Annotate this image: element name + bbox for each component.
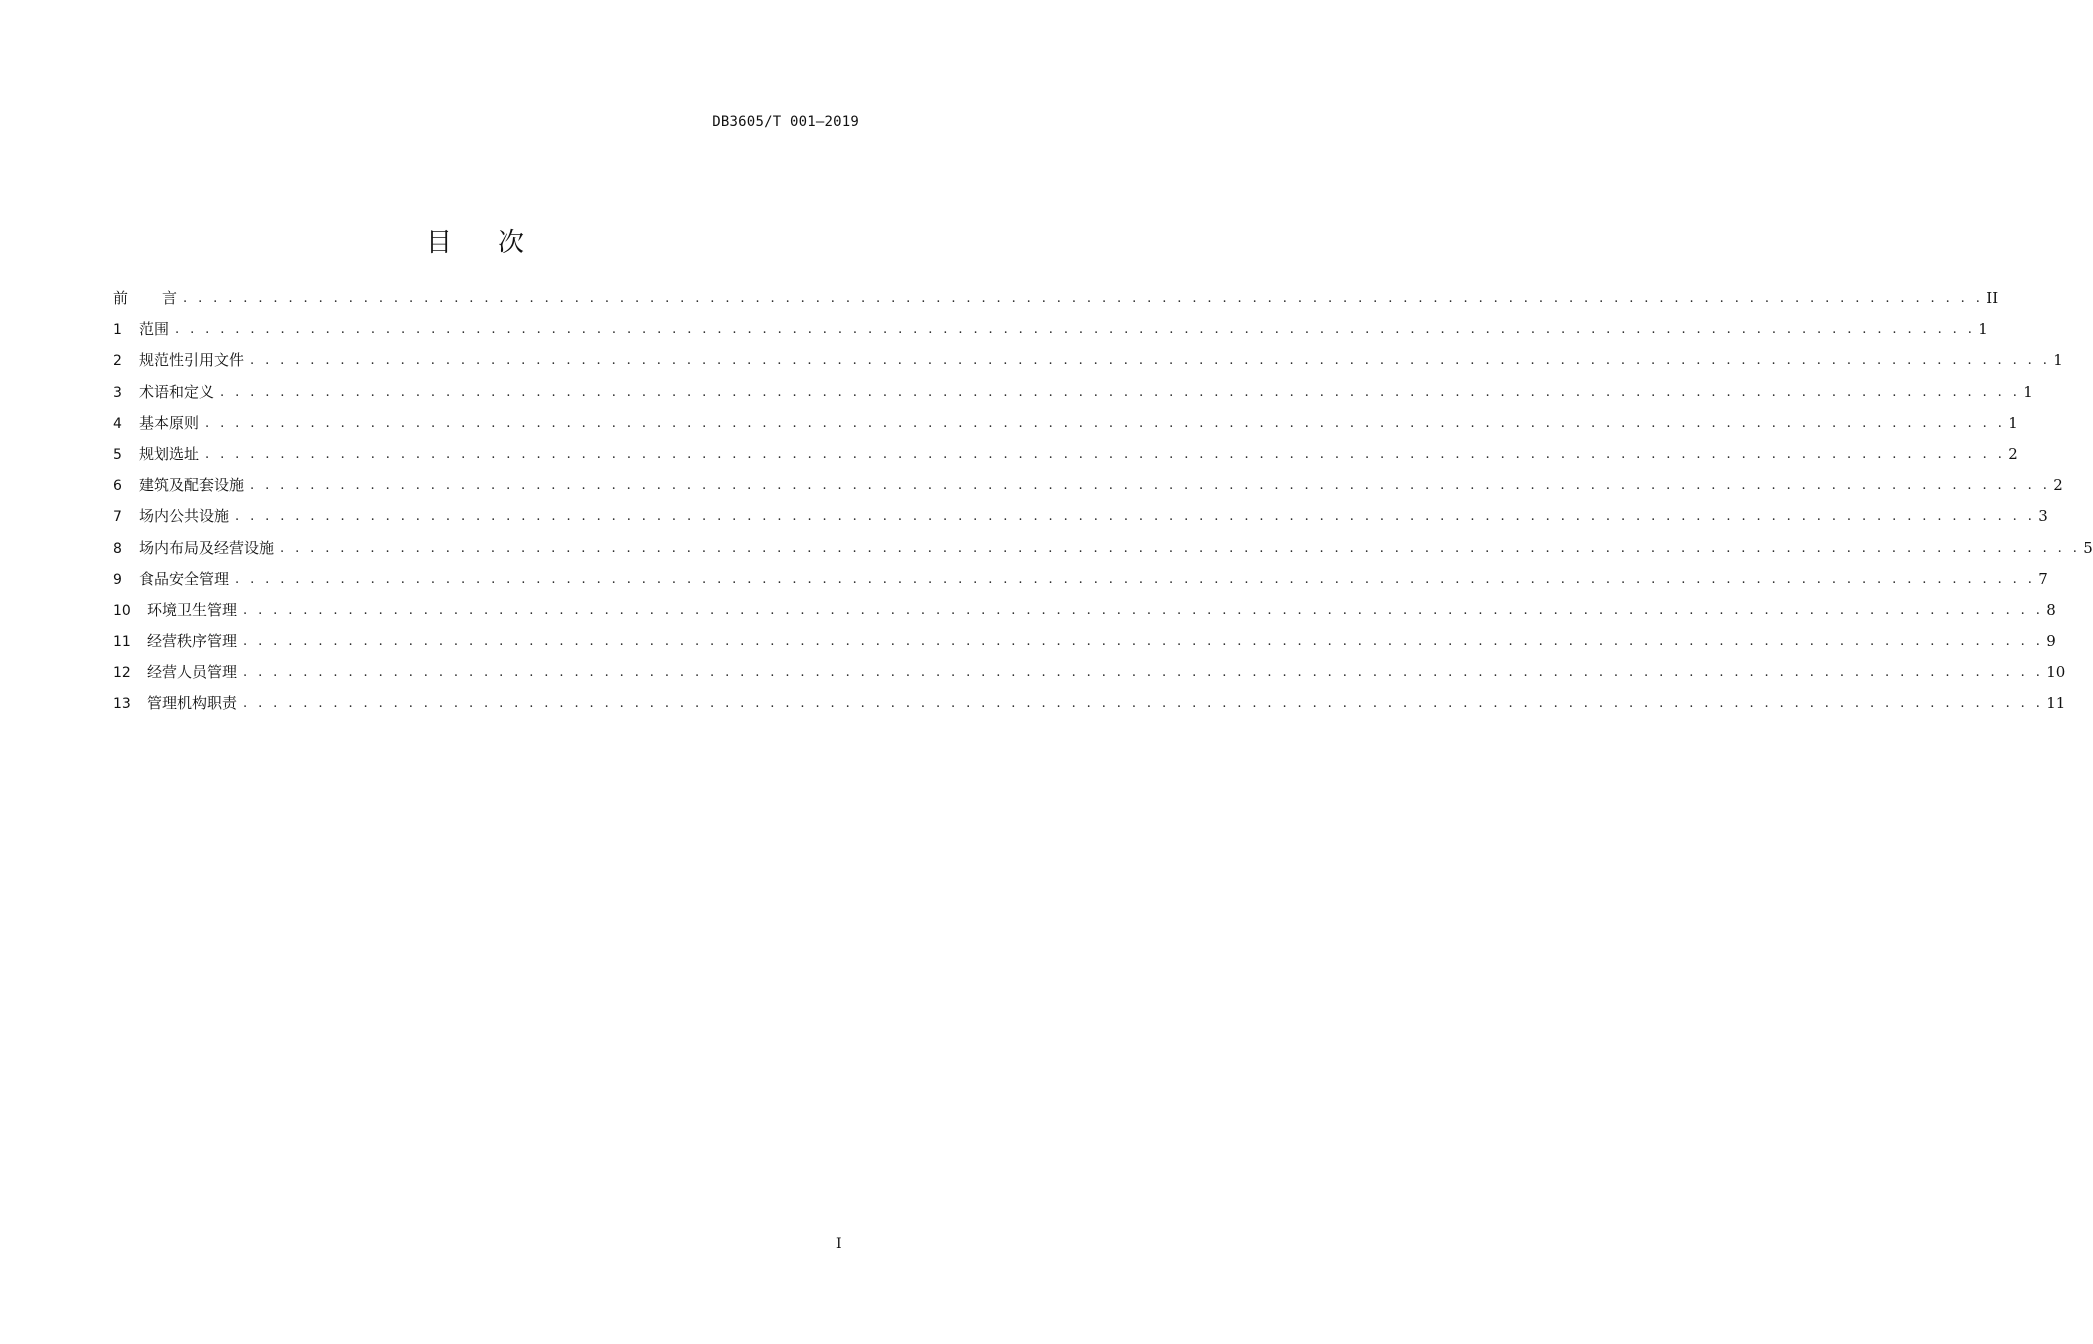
toc-entry-number: 7	[113, 509, 122, 526]
toc-entry-number: 6	[113, 478, 122, 495]
toc-entry-page: 1	[2008, 413, 2018, 432]
toc-entry-number: 4	[113, 415, 122, 432]
toc-dot-leader: . . . . . . . . . . . . . . . . . . . . . . . . . . . . . . . . . . . . . . . . . . . . . . . . . . . . . . . . . . . . . . . . . . . . . . . . . . . . . . . . . . . . . . . . . . . . . . . . . . . . . . . . . . . . . . . . . . . . . . . .	[250, 353, 2051, 369]
toc-entry[interactable]	[113, 409, 2018, 440]
page-title-char-2: 次	[498, 228, 525, 259]
toc-entry[interactable]	[113, 346, 2063, 377]
toc-entry-page: 10	[2046, 663, 2066, 682]
toc-entry-label: 术语和定义	[139, 382, 215, 401]
toc-dot-leader: . . . . . . . . . . . . . . . . . . . . . . . . . . . . . . . . . . . . . . . . . . . . . . . . . . . . . . . . . . . . . . . . . . . . . . . . . . . . . . . . . . . . . . . . . . . . . . . . . . . . . . . . . . . . . . . . . . . . . . . .	[235, 571, 2036, 587]
toc-entry-page: 3	[2038, 507, 2048, 526]
toc-entry-page: 2	[2053, 476, 2063, 495]
toc-dot-leader: . . . . . . . . . . . . . . . . . . . . . . . . . . . . . . . . . . . . . . . . . . . . . . . . . . . . . . . . . . . . . . . . . . . . . . . . . . . . . . . . . . . . . . . . . . . . . . . . . . . . . . . . . . . . . . . . . . . . . . . .	[220, 384, 2021, 400]
toc-dot-leader: . . . . . . . . . . . . . . . . . . . . . . . . . . . . . . . . . . . . . . . . . . . . . . . . . . . . . . . . . . . . . . . . . . . . . . . . . . . . . . . . . . . . . . . . . . . . . . . . . . . . . . . . . . . . . . . . . . . . . . . .	[175, 322, 1976, 338]
toc-entry-label: 食品安全管理	[139, 569, 230, 588]
toc-dot-leader: . . . . . . . . . . . . . . . . . . . . . . . . . . . . . . . . . . . . . . . . . . . . . . . . . . . . . . . . . . . . . . . . . . . . . . . . . . . . . . . . . . . . . . . . . . . . . . . . . . . . . . . . . . . . . . . . . . . . . . . .	[205, 446, 2006, 462]
toc-dot-leader: . . . . . . . . . . . . . . . . . . . . . . . . . . . . . . . . . . . . . . . . . . . . . . . . . . . . . . . . . . . . . . . . . . . . . . . . . . . . . . . . . . . . . . . . . . . . . . . . . . . . . . . . . . . . . . . . . . . . . . . .	[205, 415, 2006, 431]
toc-entry-number: 11	[113, 634, 131, 651]
toc-entry-label: 规范性引用文件	[139, 351, 245, 370]
toc-entry-number: 13	[113, 696, 131, 713]
toc-entry-label: 范围	[139, 320, 170, 339]
toc-entry-page: 2	[2008, 444, 2018, 463]
toc-entry-label	[113, 284, 177, 312]
toc-entry-page: 7	[2038, 569, 2048, 588]
toc-dot-leader: . . . . . . . . . . . . . . . . . . . . . . . . . . . . . . . . . . . . . . . . . . . . . . . . . . . . . . . . . . . . . . . . . . . . . . . . . . . . . . . . . . . . . . . . . . . . . . . . . . . . . . . . . . . . . . . . . . . . . . . .	[243, 665, 2044, 681]
toc-entry-number: 5	[113, 446, 122, 463]
toc-entry-label: 环境卫生管理	[147, 600, 238, 619]
toc-entry-page: 1	[2053, 351, 2063, 370]
toc-entry[interactable]	[113, 658, 2066, 689]
toc-entry-page: 11	[2046, 694, 2066, 713]
toc-entry-label: 经营人员管理	[147, 663, 238, 682]
toc-entry-page: 1	[1978, 320, 1988, 339]
toc-dot-leader: . . . . . . . . . . . . . . . . . . . . . . . . . . . . . . . . . . . . . . . . . . . . . . . . . . . . . . . . . . . . . . . . . . . . . . . . . . . . . . . . . . . . . . . . . . . . . . . . . . . . . . . . . . . . . . . . . . . . . . . .	[280, 540, 2081, 556]
toc-entry-label: 建筑及配套设施	[139, 476, 245, 495]
toc-entry-page: 5	[2083, 538, 2093, 557]
toc-entry-page: 1	[2023, 382, 2033, 401]
toc-entry-label: 规划选址	[139, 444, 200, 463]
toc-entry[interactable]	[113, 596, 2056, 627]
toc-dot-leader: . . . . . . . . . . . . . . . . . . . . . . . . . . . . . . . . . . . . . . . . . . . . . . . . . . . . . . . . . . . . . . . . . . . . . . . . . . . . . . . . . . . . . . . . . . . . . . . . . . . . . . . . . . . . . . . . . . . . . . . .	[235, 509, 2036, 525]
toc-entry-number: 1	[113, 322, 122, 339]
toc-entry[interactable]	[113, 502, 2048, 533]
toc-entry[interactable]	[113, 689, 2066, 720]
toc-entry-label: 场内布局及经营设施	[139, 538, 275, 557]
toc-entry-number: 10	[113, 602, 131, 619]
toc-entry-label: 言	[162, 289, 178, 307]
document-code: DB3605/T 001—2019	[712, 114, 859, 130]
toc-entry[interactable]	[113, 284, 1999, 315]
toc-entry-label: 前	[113, 289, 129, 307]
toc-entry-label: 场内公共设施	[139, 507, 230, 526]
toc-entry[interactable]	[113, 440, 2018, 471]
toc-entry-label: 管理机构职责	[147, 694, 238, 713]
toc-entry[interactable]	[113, 627, 2056, 658]
toc-entry-page: 9	[2046, 632, 2056, 651]
toc-entry-page: II	[1986, 289, 1999, 307]
toc-entry[interactable]	[113, 315, 1988, 346]
toc-entry[interactable]	[113, 534, 2093, 565]
page-title	[0, 222, 950, 259]
toc-entry-label: 经营秩序管理	[147, 632, 238, 651]
toc-entry-number: 3	[113, 384, 122, 401]
table-of-contents	[113, 284, 2093, 721]
page-number: I	[836, 1236, 842, 1252]
toc-entry-number: 2	[113, 353, 122, 370]
toc-entry-number: 8	[113, 540, 122, 557]
toc-entry-number: 9	[113, 571, 122, 588]
toc-dot-leader: . . . . . . . . . . . . . . . . . . . . . . . . . . . . . . . . . . . . . . . . . . . . . . . . . . . . . . . . . . . . . . . . . . . . . . . . . . . . . . . . . . . . . . . . . . . . . . . . . . . . . . . . . . . . . . . . . . . . . . . .	[250, 478, 2051, 494]
toc-dot-leader: . . . . . . . . . . . . . . . . . . . . . . . . . . . . . . . . . . . . . . . . . . . . . . . . . . . . . . . . . . . . . . . . . . . . . . . . . . . . . . . . . . . . . . . . . . . . . . . . . . . . . . . . . . . . . . . . . . . . . . . .	[243, 602, 2044, 618]
toc-entry[interactable]	[113, 565, 2048, 596]
toc-entry[interactable]	[113, 378, 2033, 409]
toc-dot-leader: . . . . . . . . . . . . . . . . . . . . . . . . . . . . . . . . . . . . . . . . . . . . . . . . . . . . . . . . . . . . . . . . . . . . . . . . . . . . . . . . . . . . . . . . . . . . . . . . . . . . . . . . . . . . . . . . . . . . . . . .	[183, 291, 1984, 306]
toc-entry-label: 基本原则	[139, 413, 200, 432]
toc-entry-page: 8	[2046, 600, 2056, 619]
toc-entry-number: 12	[113, 665, 131, 682]
toc-dot-leader: . . . . . . . . . . . . . . . . . . . . . . . . . . . . . . . . . . . . . . . . . . . . . . . . . . . . . . . . . . . . . . . . . . . . . . . . . . . . . . . . . . . . . . . . . . . . . . . . . . . . . . . . . . . . . . . . . . . . . . . .	[243, 634, 2044, 650]
toc-entry[interactable]	[113, 471, 2063, 502]
toc-dot-leader: . . . . . . . . . . . . . . . . . . . . . . . . . . . . . . . . . . . . . . . . . . . . . . . . . . . . . . . . . . . . . . . . . . . . . . . . . . . . . . . . . . . . . . . . . . . . . . . . . . . . . . . . . . . . . . . . . . . . . . . .	[243, 696, 2044, 712]
page-title-char-1: 目	[425, 228, 452, 259]
